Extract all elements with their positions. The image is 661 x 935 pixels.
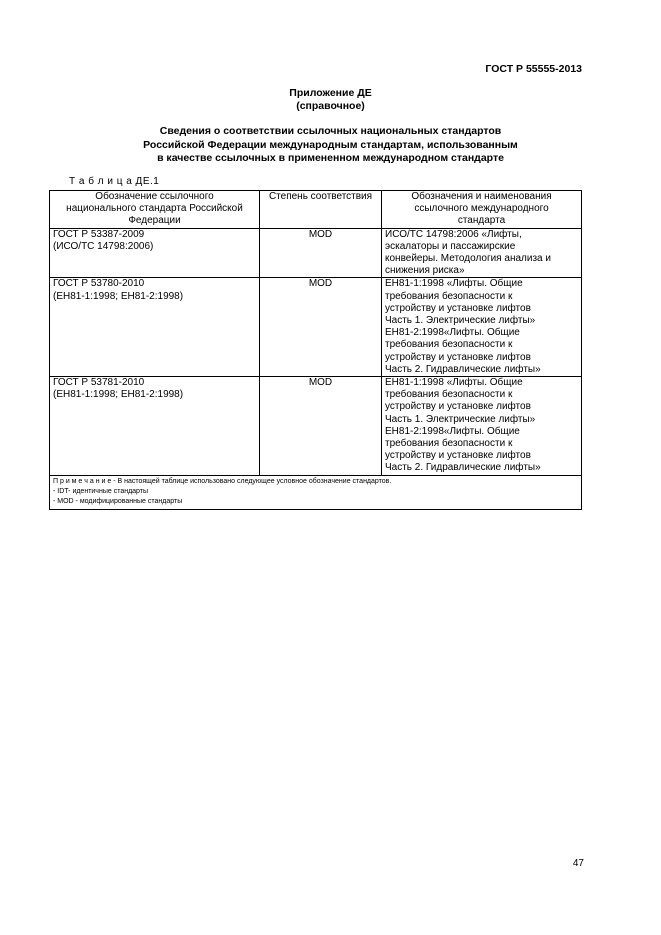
- text-line: ГОСТ Р 53780-2010: [53, 278, 145, 290]
- text-line: П р и м е ч а н и е - В настоящей таблице использовано следующее условное обозначение стандартов.: [53, 477, 392, 485]
- annex-title-block: [0, 87, 661, 113]
- text-line: национального стандарта Российской: [66, 203, 243, 215]
- text-line: конвейеры. Методология анализа и: [385, 253, 551, 265]
- text-line: Часть 1. Электрические лифты»: [385, 315, 536, 327]
- text-line: стандарта: [457, 215, 506, 227]
- text-line: Часть 2. Гидравлические лифты»: [385, 462, 541, 474]
- heading-line: Сведения о соответствии ссылочных национальных стандартов: [159, 125, 502, 137]
- table-header-row: [50, 191, 582, 229]
- text-line: эскалаторы и пассажирские: [385, 240, 516, 252]
- text-line: - IDT- идентичные стандарты: [53, 487, 149, 495]
- heading-line: в качестве ссылочных в примененном международном стандарте: [157, 152, 504, 164]
- annex-status: (справочное): [296, 100, 365, 112]
- text-line: ЕН81-2:1998«Лифты. Общие: [385, 425, 520, 437]
- heading-line: Российской Федерации международным стандартам, использованным: [143, 138, 518, 151]
- cell-international: [382, 228, 582, 278]
- header-national-standard: [50, 191, 260, 229]
- correspondence-table: [49, 190, 582, 510]
- cell-national: [50, 278, 260, 377]
- text-line: (ЕН81-1:1998; ЕН81-2:1998): [53, 290, 184, 302]
- text-line: Обозначения и наименования: [411, 191, 552, 202]
- text-line: (ЕН81-1:1998; ЕН81-2:1998): [53, 389, 184, 401]
- text-line: ГОСТ Р 53781-2010: [53, 377, 145, 389]
- text-line: требования безопасности к: [385, 438, 513, 450]
- text-line: ИСО/ТС 14798:2006 «Лифты,: [385, 228, 522, 240]
- text-line: Обозначение ссылочного: [95, 191, 214, 202]
- cell-degree: MOD: [260, 228, 382, 278]
- text-line: Часть 2. Гидравлические лифты»: [385, 363, 541, 375]
- table-row: [50, 278, 582, 377]
- section-heading: [0, 125, 661, 166]
- table-caption: Т а б л и ц а ДЕ.1: [69, 176, 160, 187]
- text-line: Федерации: [128, 215, 181, 227]
- text-line: Степень соответствия: [268, 191, 373, 202]
- text-line: ЕН81-2:1998«Лифты. Общие: [385, 327, 520, 339]
- table-row: [50, 228, 582, 278]
- text-line: ЕН81-1:1998 «Лифты. Общие: [385, 278, 523, 290]
- header-degree: [260, 191, 382, 229]
- text-line: устройству и установке лифтов: [385, 351, 531, 363]
- cell-national: [50, 377, 260, 476]
- text-line: устройству и установке лифтов: [385, 401, 531, 413]
- table-note-row: [50, 475, 582, 509]
- text-line: требования безопасности к: [385, 290, 513, 302]
- text-line: ссылочного международного: [414, 203, 549, 215]
- text-line: устройству и установке лифтов: [385, 450, 531, 462]
- cell-degree: MOD: [260, 278, 382, 377]
- table-row: [50, 377, 582, 476]
- annex-title: Приложение ДЕ: [289, 87, 372, 99]
- text-line: Часть 1. Электрические лифты»: [385, 413, 536, 425]
- page-number: 47: [572, 858, 584, 869]
- text-line: - MOD - модифицированные стандарты: [53, 497, 183, 505]
- cell-national: [50, 228, 260, 278]
- text-line: устройству и установке лифтов: [385, 302, 531, 314]
- table-note: [50, 475, 582, 509]
- text-line: (ИСО/ТС 14798:2006): [53, 240, 154, 252]
- cell-international: [382, 278, 582, 377]
- text-line: требования безопасности к: [385, 389, 513, 401]
- text-line: ГОСТ Р 53387-2009: [53, 228, 145, 240]
- text-line: требования безопасности к: [385, 339, 513, 351]
- cell-degree: MOD: [260, 377, 382, 476]
- cell-international: [382, 377, 582, 476]
- header-international-standard: [382, 191, 582, 229]
- standard-code: ГОСТ Р 55555-2013: [485, 63, 582, 75]
- text-line: ЕН81-1:1998 «Лифты. Общие: [385, 377, 523, 389]
- text-line: снижения риска»: [385, 265, 465, 277]
